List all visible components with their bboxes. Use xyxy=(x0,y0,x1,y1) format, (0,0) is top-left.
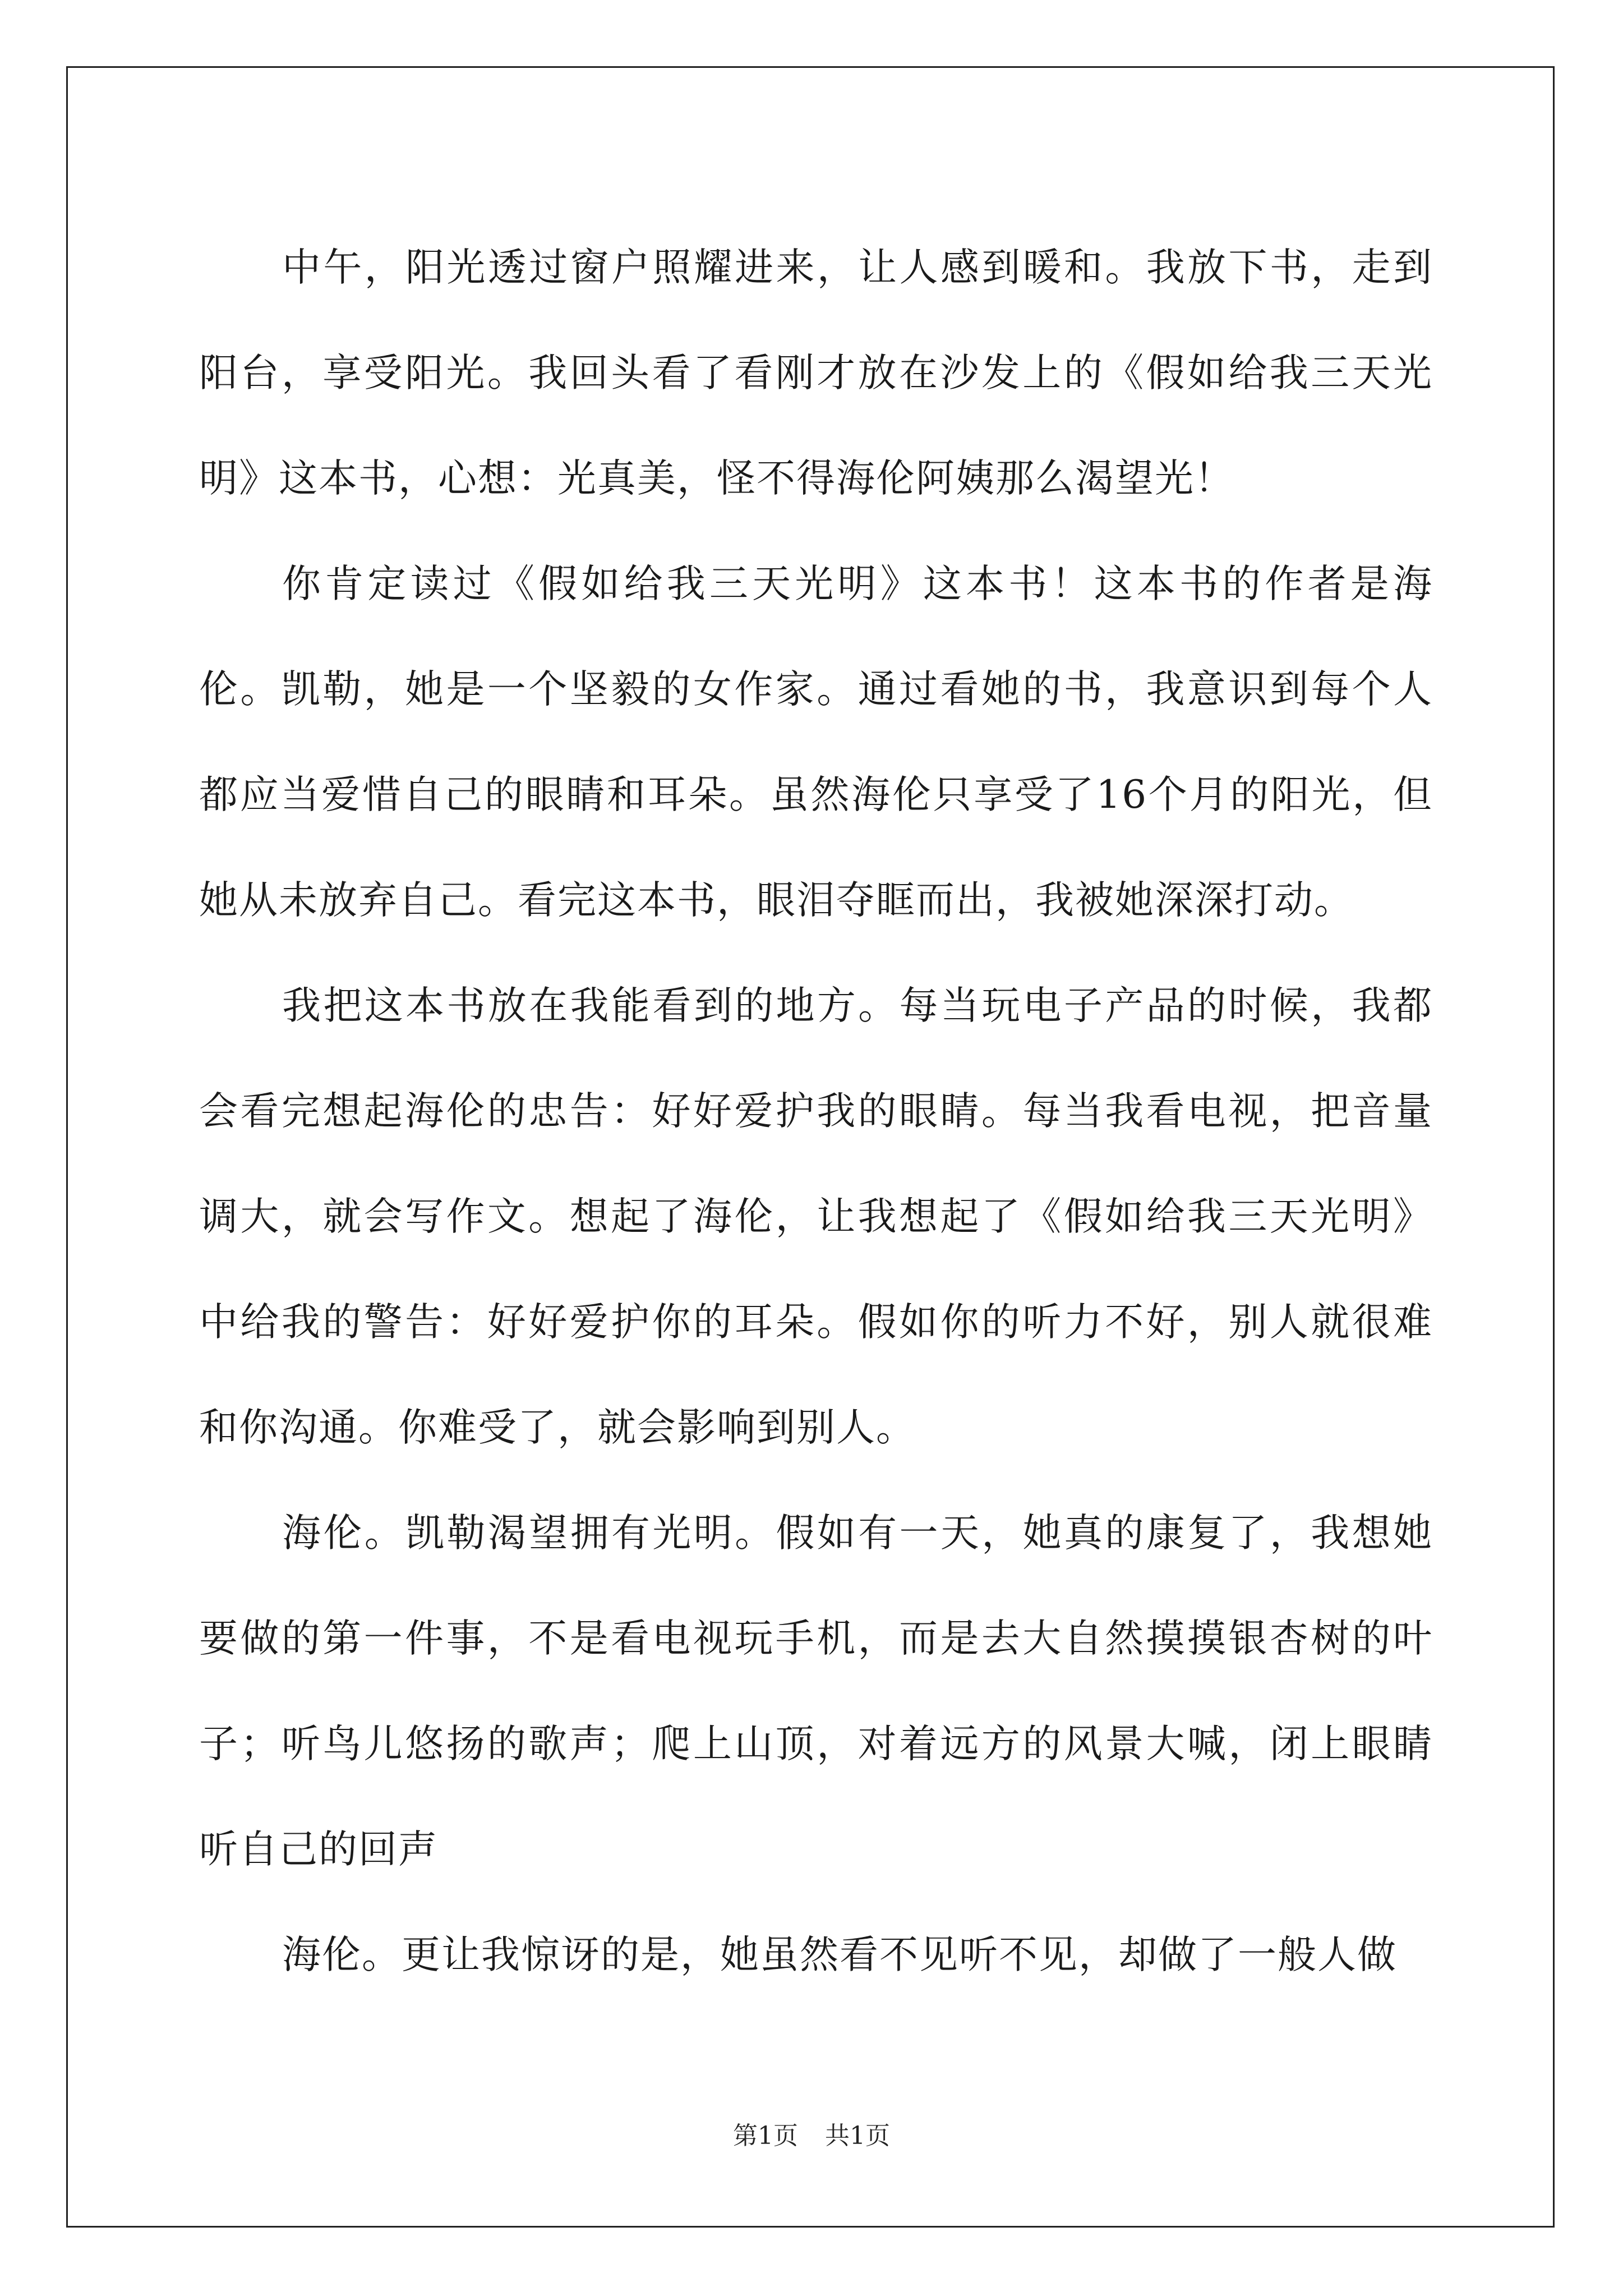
paragraph-5: 海伦。更让我惊讶的是，她虽然看不见听不见，却做了一般人做 xyxy=(282,1932,1397,1977)
page-total: 共1页 xyxy=(825,2122,890,2150)
paragraph-1: 中午，阳光透过窗户照耀进来，让人感到暖和。我放下书，走到阳台，享受阳光。我回头看了看刚才放在沙发上的《假如给我三天光明》这本书，心想：光真美，怪不得海伦阿姨那么渴望光！ xyxy=(199,245,1433,501)
page-footer xyxy=(0,2119,1623,2153)
page-number: 第1页 xyxy=(733,2122,798,2150)
paragraph-2: 你肯定读过《假如给我三天光明》这本书！这本书的作者是海伦。凯勒，她是一个坚毅的女作家。通过看她的书，我意识到每个人都应当爱惜自己的眼睛和耳朵。虽然海伦只享受了16个月的阳光，但她从未放弃自己。看完这本书，眼泪夺眶而出，我被她深深打动。 xyxy=(199,562,1433,923)
paragraph-4: 海伦。凯勒渴望拥有光明。假如有一天，她真的康复了，我想她要做的第一件事，不是看电视玩手机，而是去大自然摸摸银杏树的叶子；听鸟儿悠扬的歌声；爬上山顶，对着远方的风景大喊，闭上眼睛听自己的回声 xyxy=(199,1511,1433,1872)
document-body xyxy=(199,215,1433,2008)
paragraph-3: 我把这本书放在我能看到的地方。每当玩电子产品的时候，我都会看完想起海伦的忠告：好好爱护我的眼睛。每当我看电视，把音量调大，就会写作文。想起了海伦，让我想起了《假如给我三天光明》中给我的警告：好好爱护你的耳朵。假如你的听力不好，别人就很难和你沟通。你难受了，就会影响到别人。 xyxy=(199,983,1433,1450)
